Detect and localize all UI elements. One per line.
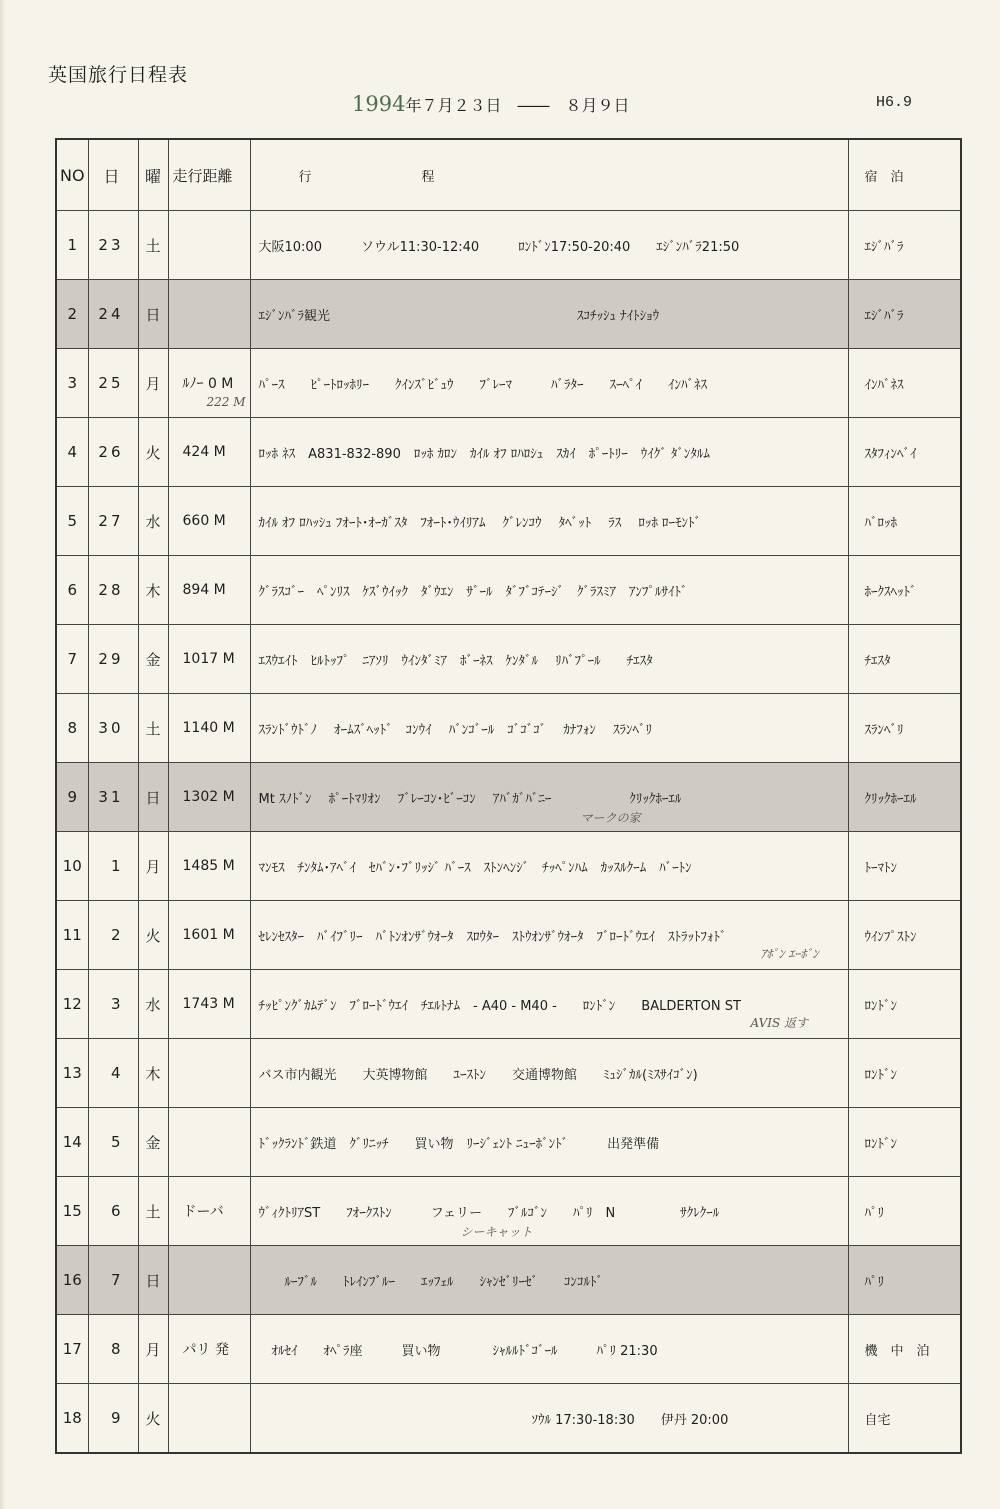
- row-day-text: 4: [110, 1064, 124, 1082]
- table-row: [56, 694, 961, 763]
- row-weekday: [138, 1384, 168, 1454]
- row-weekday-text: 月: [145, 1340, 161, 1359]
- row-route-text: ﾄﾞｯｸﾗﾝﾄﾞ鉄道 ｸﾞﾘﾆｯﾁ 買い物 ﾘｰｼﾞｪﾝﾄ ﾆｭｰﾎﾞﾝﾄﾞ 出発準備: [258, 1136, 660, 1152]
- table-row: [56, 349, 961, 418]
- handwritten-note: AVIS 返す: [750, 1016, 809, 1030]
- row-route-text: ｿｳﾙ 17:30-18:30 伊丹 20:00: [258, 1412, 729, 1428]
- row-distance-text: 1601 M: [182, 927, 235, 943]
- row-stay-text: ｽﾗﾝﾍﾞﾘ: [864, 722, 904, 738]
- table-row: [56, 487, 961, 556]
- table-row: [56, 970, 961, 1039]
- date-year: 1994: [352, 92, 406, 116]
- row-no-text: 7: [67, 650, 78, 668]
- row-route: [250, 1384, 848, 1454]
- row-stay: [848, 487, 961, 556]
- row-no: [56, 211, 88, 280]
- row-weekday-text: 土: [145, 236, 161, 255]
- row-distance-text: ﾙﾉｰ 0 M: [182, 376, 234, 392]
- row-no: [56, 1315, 88, 1384]
- row-day-text: 27: [98, 512, 124, 530]
- document-title: 英国旅行日程表: [48, 64, 189, 86]
- header-dow: 曜: [138, 139, 168, 211]
- row-day: [88, 556, 138, 625]
- row-stay: [848, 211, 961, 280]
- row-no-text: 4: [67, 443, 78, 461]
- row-no-text: 16: [62, 1271, 82, 1289]
- row-day: [88, 1039, 138, 1108]
- row-day-text: 2: [110, 926, 124, 944]
- row-no: [56, 1246, 88, 1315]
- row-route: [250, 901, 848, 970]
- date-rest: 年７月２３日 ―― ８月９日: [405, 96, 630, 115]
- header-route-2: 程: [421, 169, 435, 185]
- header-day: 日: [88, 139, 138, 211]
- row-distance: [168, 556, 250, 625]
- row-day: [88, 625, 138, 694]
- row-route: [250, 970, 848, 1039]
- row-distance: [168, 901, 250, 970]
- row-stay-text: ﾛﾝﾄﾞﾝ: [864, 1136, 897, 1152]
- header-stay: 宿 泊: [848, 139, 961, 211]
- row-weekday-text: 火: [145, 443, 161, 462]
- row-weekday-text: 月: [145, 857, 161, 876]
- row-distance-text: 1017 M: [182, 651, 235, 667]
- row-no-text: 5: [67, 512, 78, 530]
- row-weekday: [138, 901, 168, 970]
- row-stay-text: ﾊﾟﾘ: [864, 1274, 884, 1290]
- row-no-text: 3: [67, 374, 78, 392]
- row-weekday-text: 火: [145, 926, 161, 945]
- date-range: [352, 92, 629, 116]
- row-no: [56, 1177, 88, 1246]
- row-route: [250, 1108, 848, 1177]
- row-weekday: [138, 694, 168, 763]
- row-route: [250, 349, 848, 418]
- row-no: [56, 280, 88, 349]
- row-route: [250, 1246, 848, 1315]
- row-weekday-text: 金: [145, 1133, 161, 1152]
- era-label: H6.9: [876, 94, 913, 111]
- row-route: [250, 487, 848, 556]
- row-day-text: 3: [110, 995, 124, 1013]
- row-weekday: [138, 556, 168, 625]
- row-weekday: [138, 418, 168, 487]
- row-day: [88, 1177, 138, 1246]
- row-weekday: [138, 763, 168, 832]
- table-row: [56, 625, 961, 694]
- header-route: [250, 139, 848, 211]
- row-route: [250, 280, 848, 349]
- row-route: [250, 694, 848, 763]
- row-distance: [168, 487, 250, 556]
- row-no-text: 9: [67, 788, 78, 806]
- row-distance: [168, 1246, 250, 1315]
- row-day: [88, 694, 138, 763]
- row-stay-text: ｴｼﾞﾊﾞﾗ: [864, 239, 904, 255]
- row-stay-text: 自宅: [864, 1412, 891, 1428]
- row-day: [88, 1246, 138, 1315]
- row-weekday: [138, 487, 168, 556]
- row-stay: [848, 1384, 961, 1454]
- row-distance: [168, 1177, 250, 1246]
- handwritten-note: シーキャット: [460, 1225, 533, 1239]
- row-stay-text: ｳｲﾝﾌﾟｽﾄﾝ: [864, 929, 917, 945]
- row-distance-text: 1302 M: [182, 789, 235, 805]
- row-stay-text: ﾛﾝﾄﾞﾝ: [864, 1067, 897, 1083]
- page-edge: [0, 0, 6, 1509]
- row-stay: [848, 1177, 961, 1246]
- row-weekday-text: 水: [145, 512, 161, 531]
- row-stay: [848, 1108, 961, 1177]
- row-route-text: ｶｲﾙ ｵﾌ ﾛﾊｯｼｭ ﾌｵｰﾄ･ｵｰｶﾞｽﾀ ﾌｵｰﾄ･ｳｲﾘｱﾑ ｸﾞﾚﾝｺｳ ﾀﾍﾞｯﾄ ﾗｽ ﾛｯﾎ ﾛｰﾓﾝﾄﾞ: [258, 515, 702, 531]
- row-no-text: 15: [62, 1202, 82, 1220]
- row-day-text: 8: [110, 1340, 124, 1358]
- row-distance-text: 1485 M: [182, 858, 235, 874]
- row-distance: [168, 211, 250, 280]
- row-no: [56, 763, 88, 832]
- row-day: [88, 211, 138, 280]
- row-stay-text: ﾄｰﾏﾄﾝ: [864, 860, 897, 876]
- row-distance: [168, 349, 250, 418]
- row-no: [56, 556, 88, 625]
- row-day-text: 1: [110, 857, 124, 875]
- row-day: [88, 970, 138, 1039]
- row-day: [88, 763, 138, 832]
- row-no: [56, 1384, 88, 1454]
- row-stay: [848, 1315, 961, 1384]
- row-day: [88, 1315, 138, 1384]
- row-day: [88, 1384, 138, 1454]
- row-route-text: ﾛｯﾎ ﾈｽ A831-832-890 ﾛｯﾎ ｶﾛﾝ ｶｲﾙ ｵﾌ ﾛﾊﾛｼｭ ｽｶｲ ﾎﾟｰﾄﾘｰ ｳｲｸﾞ ﾀﾞﾝﾀﾙﾑ: [258, 446, 710, 462]
- row-stay-text: ｽﾀﾌｨﾝﾍﾞｲ: [864, 446, 917, 462]
- row-no: [56, 349, 88, 418]
- row-stay: [848, 625, 961, 694]
- row-route: [250, 763, 848, 832]
- row-route-text: ｸﾞﾗｽｺﾞｰ ﾍﾟﾝﾘｽ ｹｽﾞｳｲｯｸ ﾀﾞｳｴﾝ ｻﾞｰﾙ ﾀﾞﾌﾞｺﾃｰｼﾞ ｸﾞﾗｽﾐｱ ｱﾝﾌﾟﾙｻｲﾄﾞ: [258, 584, 688, 600]
- table-row: [56, 211, 961, 280]
- row-no: [56, 1039, 88, 1108]
- table-row: [56, 901, 961, 970]
- row-stay: [848, 1039, 961, 1108]
- row-stay-text: ﾊﾞﾛｯﾎ: [864, 515, 897, 531]
- row-no: [56, 487, 88, 556]
- table-row: [56, 1177, 961, 1246]
- row-day-text: 26: [98, 443, 124, 461]
- row-no: [56, 694, 88, 763]
- table-row: [56, 832, 961, 901]
- row-stay: [848, 901, 961, 970]
- row-route: [250, 625, 848, 694]
- row-route: [250, 556, 848, 625]
- handwritten-note: マークの家: [580, 811, 641, 825]
- row-day-text: 28: [98, 581, 124, 599]
- row-day-text: 29: [98, 650, 124, 668]
- row-stay-text: ｴｼﾞﾊﾞﾗ: [864, 308, 904, 324]
- row-weekday-text: 日: [145, 788, 161, 807]
- row-route: [250, 1315, 848, 1384]
- row-distance: [168, 1384, 250, 1454]
- row-stay-text: ﾁｴｽﾀ: [864, 653, 891, 669]
- row-distance-text: 1140 M: [182, 720, 235, 736]
- row-weekday-text: 日: [145, 1271, 161, 1290]
- row-stay: [848, 832, 961, 901]
- row-day-text: 31: [98, 788, 124, 806]
- row-route: [250, 832, 848, 901]
- table-row: [56, 1315, 961, 1384]
- handwritten-note: ｱﾎﾟﾝ ｴｰﾎﾞﾝ: [760, 947, 819, 961]
- row-day: [88, 418, 138, 487]
- row-stay-text: ﾛﾝﾄﾞﾝ: [864, 998, 897, 1014]
- row-stay: [848, 418, 961, 487]
- row-distance: [168, 694, 250, 763]
- row-day-text: 24: [98, 305, 124, 323]
- row-weekday-text: 金: [145, 650, 161, 669]
- row-weekday: [138, 1108, 168, 1177]
- header-no: NO: [56, 139, 88, 211]
- row-no: [56, 418, 88, 487]
- row-weekday: [138, 625, 168, 694]
- row-route-text: 大阪10:00 ソウル11:30-12:40 ﾛﾝﾄﾞﾝ17:50-20:40 ｴｼﾞﾝﾊﾞﾗ21:50: [258, 239, 740, 255]
- row-weekday: [138, 832, 168, 901]
- row-no: [56, 832, 88, 901]
- handwritten-note: 222 M: [206, 395, 246, 409]
- row-day-text: 5: [110, 1133, 124, 1151]
- row-weekday-text: 日: [145, 305, 161, 324]
- row-distance: [168, 280, 250, 349]
- row-no-text: 2: [67, 305, 78, 323]
- row-route-text: ﾏﾝﾓｽ ﾁﾝﾀﾑ･ｱﾍﾞｲ ｾﾊﾞﾝ･ﾌﾞﾘｯｼﾞ ﾊﾞｰｽ ｽﾄﾝﾍﾝｼﾞ ﾁｯﾍﾟﾝﾊﾑ ｶｯｽﾙｸｰﾑ ﾊﾞｰﾄﾝ: [258, 860, 692, 876]
- row-no: [56, 1108, 88, 1177]
- row-distance: [168, 1108, 250, 1177]
- row-weekday: [138, 970, 168, 1039]
- row-weekday-text: 土: [145, 719, 161, 738]
- row-distance: [168, 1039, 250, 1108]
- row-weekday-text: 水: [145, 995, 161, 1014]
- row-day-text: 6: [110, 1202, 124, 1220]
- row-route-text: バス市内観光 大英博物館 ﾕｰｽﾄﾝ 交通博物館 ﾐｭｼﾞｶﾙ(ﾐｽｻｲｺﾞﾝ): [258, 1067, 698, 1083]
- row-stay-text: ｲﾝﾊﾞﾈｽ: [864, 377, 904, 393]
- table-row: [56, 763, 961, 832]
- row-stay-text: ﾊﾟﾘ: [864, 1205, 884, 1221]
- row-day-text: 25: [98, 374, 124, 392]
- row-day: [88, 1108, 138, 1177]
- row-distance-text: 1743 M: [182, 996, 235, 1012]
- table-row: [56, 1246, 961, 1315]
- table-header-row: [56, 139, 961, 211]
- row-weekday: [138, 1246, 168, 1315]
- row-distance-text: 660 M: [182, 513, 226, 529]
- row-route: [250, 418, 848, 487]
- row-weekday-text: 火: [145, 1409, 161, 1428]
- row-route-text: ｴｽｳｴｲﾄ ﾋﾙﾄｯﾌﾟ ﾆｱｿﾘ ｳｲﾝﾀﾞﾐｱ ﾎﾞｰﾈｽ ｹﾝﾀﾞﾙ ﾘﾊﾞﾌﾟｰﾙ ﾁｴｽﾀ: [258, 653, 653, 669]
- row-route-text: ﾁｯﾋﾟﾝｸﾞｶﾑﾃﾞﾝ ﾌﾞﾛｰﾄﾞｳｴｲ ﾁｴﾙﾄﾅﾑ - A40 - M40 - ﾛﾝﾄﾞﾝ BALDERTON ST: [258, 998, 741, 1014]
- row-weekday-text: 月: [145, 374, 161, 393]
- row-route-text: ﾙｰﾌﾞﾙ ﾄﾚｲﾝﾌﾞﾙｰ ｴｯﾌｪﾙ ｼｬﾝｾﾞﾘｰｾﾞ ｺﾝｺﾙﾄﾞ: [258, 1274, 604, 1290]
- row-weekday: [138, 1315, 168, 1384]
- row-distance-text: パリ 発: [182, 1342, 229, 1358]
- row-distance: [168, 970, 250, 1039]
- row-distance: [168, 418, 250, 487]
- row-no-text: 8: [67, 719, 78, 737]
- row-weekday: [138, 1039, 168, 1108]
- row-no-text: 18: [62, 1409, 82, 1427]
- row-weekday-text: 木: [145, 581, 161, 600]
- row-distance: [168, 763, 250, 832]
- row-no-text: 6: [67, 581, 78, 599]
- row-day-text: 7: [110, 1271, 124, 1289]
- row-no-text: 11: [62, 926, 82, 944]
- row-weekday-text: 木: [145, 1064, 161, 1083]
- row-distance: [168, 1315, 250, 1384]
- row-route-text: ｳﾞｨｸﾄﾘｱST ﾌｵｰｸｽﾄﾝ フェリー ﾌﾞﾙｺﾞﾝ ﾊﾟﾘ N ｻｸﾚｸｰﾙ: [258, 1205, 720, 1221]
- row-stay: [848, 694, 961, 763]
- row-day: [88, 832, 138, 901]
- row-day: [88, 487, 138, 556]
- row-route-text: ｴｼﾞﾝﾊﾞﾗ観光 ｽｺﾁｯｼｭ ﾅｲﾄｼｮｳ: [258, 308, 660, 324]
- row-no-text: 1: [67, 236, 78, 254]
- row-no-text: 10: [62, 857, 82, 875]
- row-distance-text: 424 M: [182, 444, 226, 460]
- row-stay-text: 機 中 泊: [864, 1343, 930, 1359]
- row-stay: [848, 1246, 961, 1315]
- table-row: [56, 418, 961, 487]
- row-no-text: 12: [62, 995, 82, 1013]
- header-distance: 走行距離: [168, 139, 250, 211]
- row-no-text: 14: [62, 1133, 82, 1151]
- row-route-text: ｾﾚﾝｾｽﾀｰ ﾊﾞｲﾌﾞﾘｰ ﾊﾞﾄﾝｵﾝｻﾞｳｵｰﾀ ｽﾛｳﾀｰ ｽﾄｳｵﾝｻﾞｳｵｰﾀ ﾌﾞﾛｰﾄﾞｳｴｲ ｽﾄﾗｯﾄﾌｫﾄﾞ: [258, 929, 727, 945]
- table-row: [56, 1108, 961, 1177]
- row-stay: [848, 970, 961, 1039]
- row-day-text: 30: [98, 719, 124, 737]
- row-distance-text: ドーバ: [182, 1204, 224, 1220]
- row-route-text: ｵﾙｾｲ ｵﾍﾟﾗ座 買い物 ｼｬﾙﾙﾄﾞｺﾞｰﾙ ﾊﾟﾘ 21:30: [258, 1343, 658, 1359]
- row-distance: [168, 832, 250, 901]
- table-row: [56, 1384, 961, 1454]
- row-day: [88, 349, 138, 418]
- row-weekday: [138, 349, 168, 418]
- row-distance: [168, 625, 250, 694]
- schedule-table: [55, 138, 962, 1454]
- row-stay: [848, 763, 961, 832]
- header-route-1: 行: [298, 169, 312, 185]
- row-stay-text: ﾎｰｸｽﾍｯﾄﾞ: [864, 584, 917, 600]
- row-route: [250, 211, 848, 280]
- row-no: [56, 625, 88, 694]
- row-stay: [848, 280, 961, 349]
- row-weekday: [138, 1177, 168, 1246]
- row-day-text: 9: [110, 1409, 124, 1427]
- table-row: [56, 556, 961, 625]
- row-no: [56, 970, 88, 1039]
- table-row: [56, 280, 961, 349]
- row-route-text: Mt ｽﾉﾄﾞﾝ ﾎﾟｰﾄﾏﾘｵﾝ ﾌﾞﾚｰｺﾝ･ﾋﾞｰｺﾝ ｱﾊﾞｶﾞﾊﾞﾆｰ ｸﾘｯｸﾎｰｴﾙ: [258, 791, 682, 807]
- row-stay-text: ｸﾘｯｸﾎｰｴﾙ: [864, 791, 917, 807]
- row-stay: [848, 556, 961, 625]
- table-row: [56, 1039, 961, 1108]
- row-route: [250, 1177, 848, 1246]
- row-day-text: 23: [98, 236, 124, 254]
- row-route-text: ｽﾗﾝﾄﾞｳﾄﾞﾉ ｵｰﾑｽﾞﾍｯﾄﾞ ｺﾝｳｲ ﾊﾞﾝｺﾞｰﾙ ｺﾞｺﾞｺﾞ ｶﾅﾌｫﾝ ｽﾗﾝﾍﾞﾘ: [258, 722, 653, 738]
- row-weekday: [138, 211, 168, 280]
- row-no: [56, 901, 88, 970]
- row-stay: [848, 349, 961, 418]
- row-day: [88, 901, 138, 970]
- row-no-text: 13: [62, 1064, 82, 1082]
- row-day: [88, 280, 138, 349]
- row-weekday-text: 土: [145, 1202, 161, 1221]
- row-route-text: ﾊﾟｰｽ ﾋﾟｰﾄﾛｯﾎﾘｰ ｸｲﾝｽﾞﾋﾞｭｳ ﾌﾞﾚｰﾏ ﾊﾞﾗﾀｰ ｽｰﾍﾟｲ ｲﾝﾊﾞﾈｽ: [258, 377, 708, 393]
- row-distance-text: 894 M: [182, 582, 226, 598]
- row-route: [250, 1039, 848, 1108]
- row-weekday: [138, 280, 168, 349]
- row-no-text: 17: [62, 1340, 82, 1358]
